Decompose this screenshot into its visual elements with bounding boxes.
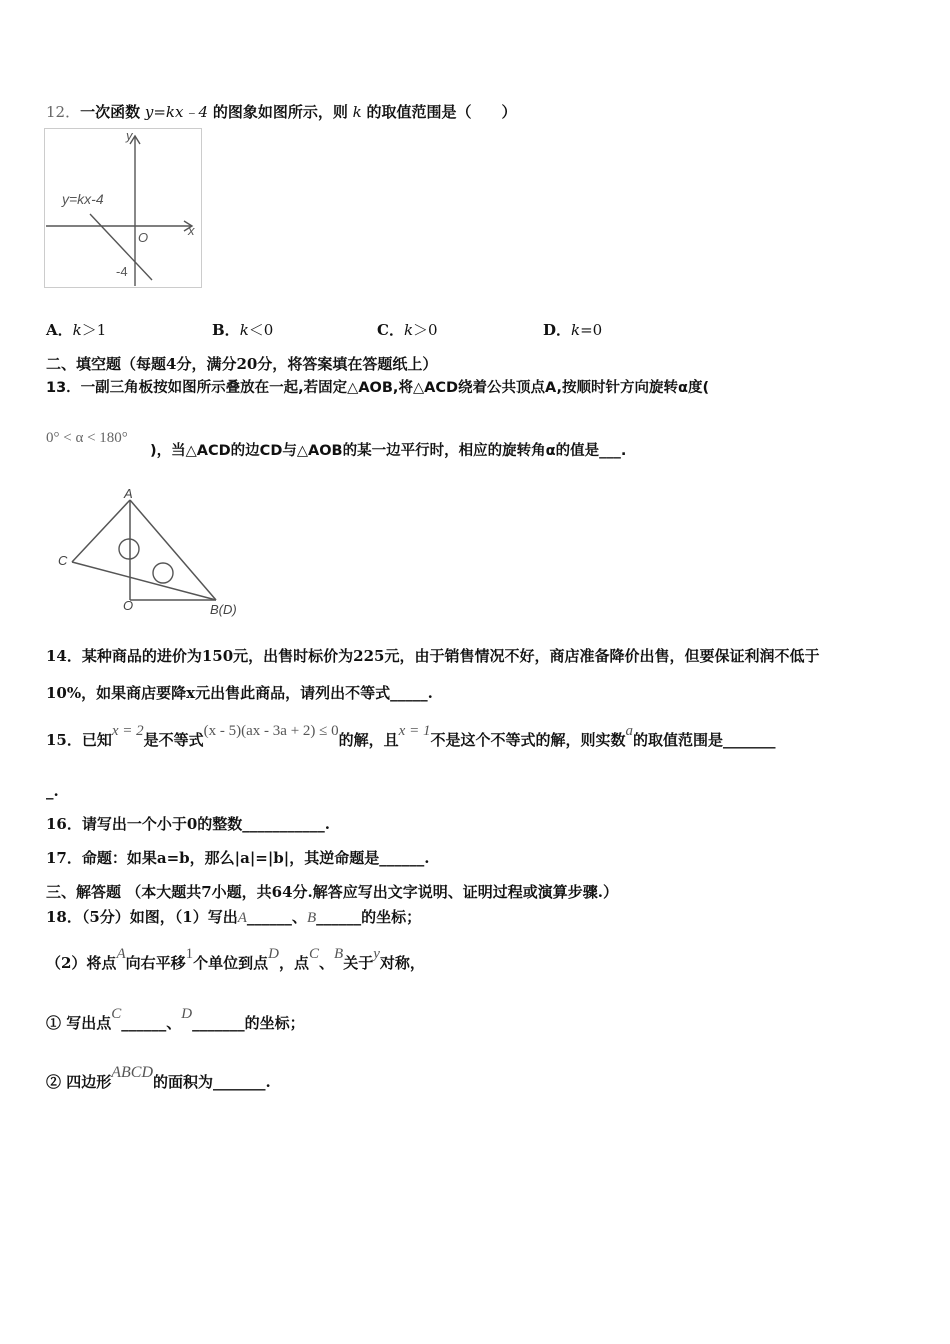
section-2-heading: 二、填空题（每题4分，满分20分，将答案填在答题纸上） — [46, 355, 438, 373]
choice-d[interactable] — [543, 319, 602, 340]
q15-mid1: 是不等式 — [143, 731, 204, 749]
q18-l2-mid4: 关于 — [343, 954, 374, 972]
q18-line-1 — [46, 907, 421, 928]
q18-point-a: A — [237, 910, 247, 926]
triangle-hole-2 — [153, 563, 173, 583]
q18-sep: 、 — [291, 908, 307, 926]
q18-l2-post: 对称， — [379, 954, 425, 972]
edge-ab — [130, 500, 216, 600]
q18-blank-1: ______ — [246, 908, 292, 926]
q13-range-expr: 0° < α < 180° — [46, 430, 128, 446]
choice-a-var: k — [72, 321, 82, 339]
q18-l3-post: _______的坐标； — [192, 1014, 305, 1032]
q18-point-b: B — [306, 910, 317, 926]
label-bd: B(D) — [210, 602, 237, 617]
q15-line — [46, 723, 776, 751]
line-label: y=kx-4 — [62, 191, 104, 207]
q18-l2-pre: （2）将点 — [46, 954, 117, 972]
q18-l3-blank1: ______ — [121, 1014, 167, 1032]
q16-line: 16．请写出一个小于0的整数___________. — [46, 815, 331, 833]
q13-line-2: )，当△ACD的边CD与△AOB的某一边平行时，相应的旋转角α的值是___. — [150, 443, 627, 459]
q12-graph-figure — [44, 128, 202, 290]
choice-b-var: k — [239, 321, 249, 339]
q18-l3-d: D — [181, 1006, 193, 1022]
choice-b-rel: ＜0 — [248, 321, 274, 339]
q18-line-2 — [46, 946, 425, 974]
q15-a: a — [625, 723, 633, 739]
q18-l1-post: ______的坐标； — [316, 908, 422, 926]
q12-text-a: 一次函数 — [80, 103, 141, 121]
choice-c-rel: ＞0 — [413, 321, 438, 339]
q18-l3-sep: 、 — [166, 1014, 182, 1032]
q15-pre: 15．已知 — [46, 731, 112, 749]
choice-d-var: k — [571, 321, 581, 339]
edge-ac — [72, 500, 130, 562]
q17-line: 17．命题：如果a=b，那么|a|=|b|，其逆命题是______. — [46, 849, 430, 867]
q18-line-4 — [46, 1064, 271, 1093]
q12-number: 12． — [46, 103, 81, 121]
q18-l2-d: D — [268, 946, 279, 962]
q18-l2-b: B — [334, 946, 344, 962]
q18-l2-a: A — [116, 946, 126, 962]
choice-a-rel: ＞1 — [81, 321, 107, 339]
q12-k: k — [352, 103, 362, 121]
q18-l3-c: C — [111, 1006, 122, 1022]
q18-line-3 — [46, 1006, 305, 1034]
q18-l3-pre: ① 写出点 — [46, 1014, 112, 1032]
choice-b-letter: B． — [212, 321, 240, 339]
q15-post: 的取值范围是_______ — [632, 731, 776, 749]
q12-function: y=kx﹣4 — [144, 103, 209, 121]
q12-stem — [46, 102, 517, 122]
label-a: A — [124, 486, 133, 501]
triangle-hole-1 — [119, 539, 139, 559]
q14-line-1: 14．某种商品的进价为150元，出售时标价为225元，由于销售情况不好，商店准备降价出售，但要保证利润不低于 — [46, 647, 820, 665]
q14-line-2: 10%，如果商店要降x元出售此商品，请列出不等式_____. — [46, 684, 433, 702]
choice-c-var: k — [403, 321, 414, 339]
y-axis-label: y — [126, 128, 133, 143]
q13-line-1: 13．一副三角板按如图所示叠放在一起,若固定△AOB,将△ACD绕着公共顶点A,按顺时针方向旋转α度( — [46, 380, 710, 396]
choice-a-letter: A． — [46, 321, 73, 339]
q15-eq1: x = 2 — [111, 723, 144, 739]
choice-c-letter: C． — [377, 321, 404, 339]
choice-d-rel: =0 — [580, 321, 603, 339]
q18-l4-post: 的面积为_______. — [153, 1073, 271, 1091]
q12-text-c: 的取值范围是（ ） — [366, 103, 517, 121]
q18-l2-mid2: 个单位到点 — [193, 954, 269, 972]
origin-label: O — [138, 230, 149, 245]
q18-l1-pre: 18．（5分）如图，（1）写出 — [46, 908, 238, 926]
choice-d-letter: D． — [543, 321, 572, 339]
q15-mid3: 不是这个不等式的解，则实数 — [430, 731, 626, 749]
edge-cd — [72, 562, 216, 600]
q18-l2-c: C — [309, 946, 320, 962]
q15-inequality: (x - 5)(ax - 3a + 2) ≤ 0 — [203, 723, 339, 739]
q18-l2-sep: 、 — [319, 954, 335, 972]
section-3-heading: 三、解答题 （本大题共7小题，共64分.解答应写出文字说明、证明过程或演算步骤.） — [46, 883, 618, 901]
x-axis-label: x — [188, 223, 195, 238]
q12-text-b: 的图象如图所示，则 — [212, 103, 348, 121]
q18-l4-pre: ② 四边形 — [46, 1073, 112, 1091]
q13-triangle-figure — [52, 486, 252, 620]
q18-l2-mid3: ，点 — [278, 954, 309, 972]
label-o: O — [123, 598, 134, 613]
q13-range — [46, 427, 128, 448]
q18-l2-one: 1 — [185, 946, 194, 962]
label-c: C — [58, 553, 68, 568]
q15-tail: _. — [46, 782, 59, 800]
choice-c[interactable] — [377, 319, 438, 340]
choice-b[interactable] — [212, 319, 273, 340]
choice-a[interactable] — [46, 319, 106, 340]
q18-l2-y: y — [373, 946, 380, 962]
q18-l2-mid1: 向右平移 — [125, 954, 186, 972]
intercept-label: -4 — [116, 264, 128, 279]
q15-eq2: x = 1 — [398, 723, 431, 739]
q15-mid2: 的解，且 — [338, 731, 399, 749]
q18-l4-abcd: ABCD — [111, 1064, 154, 1081]
